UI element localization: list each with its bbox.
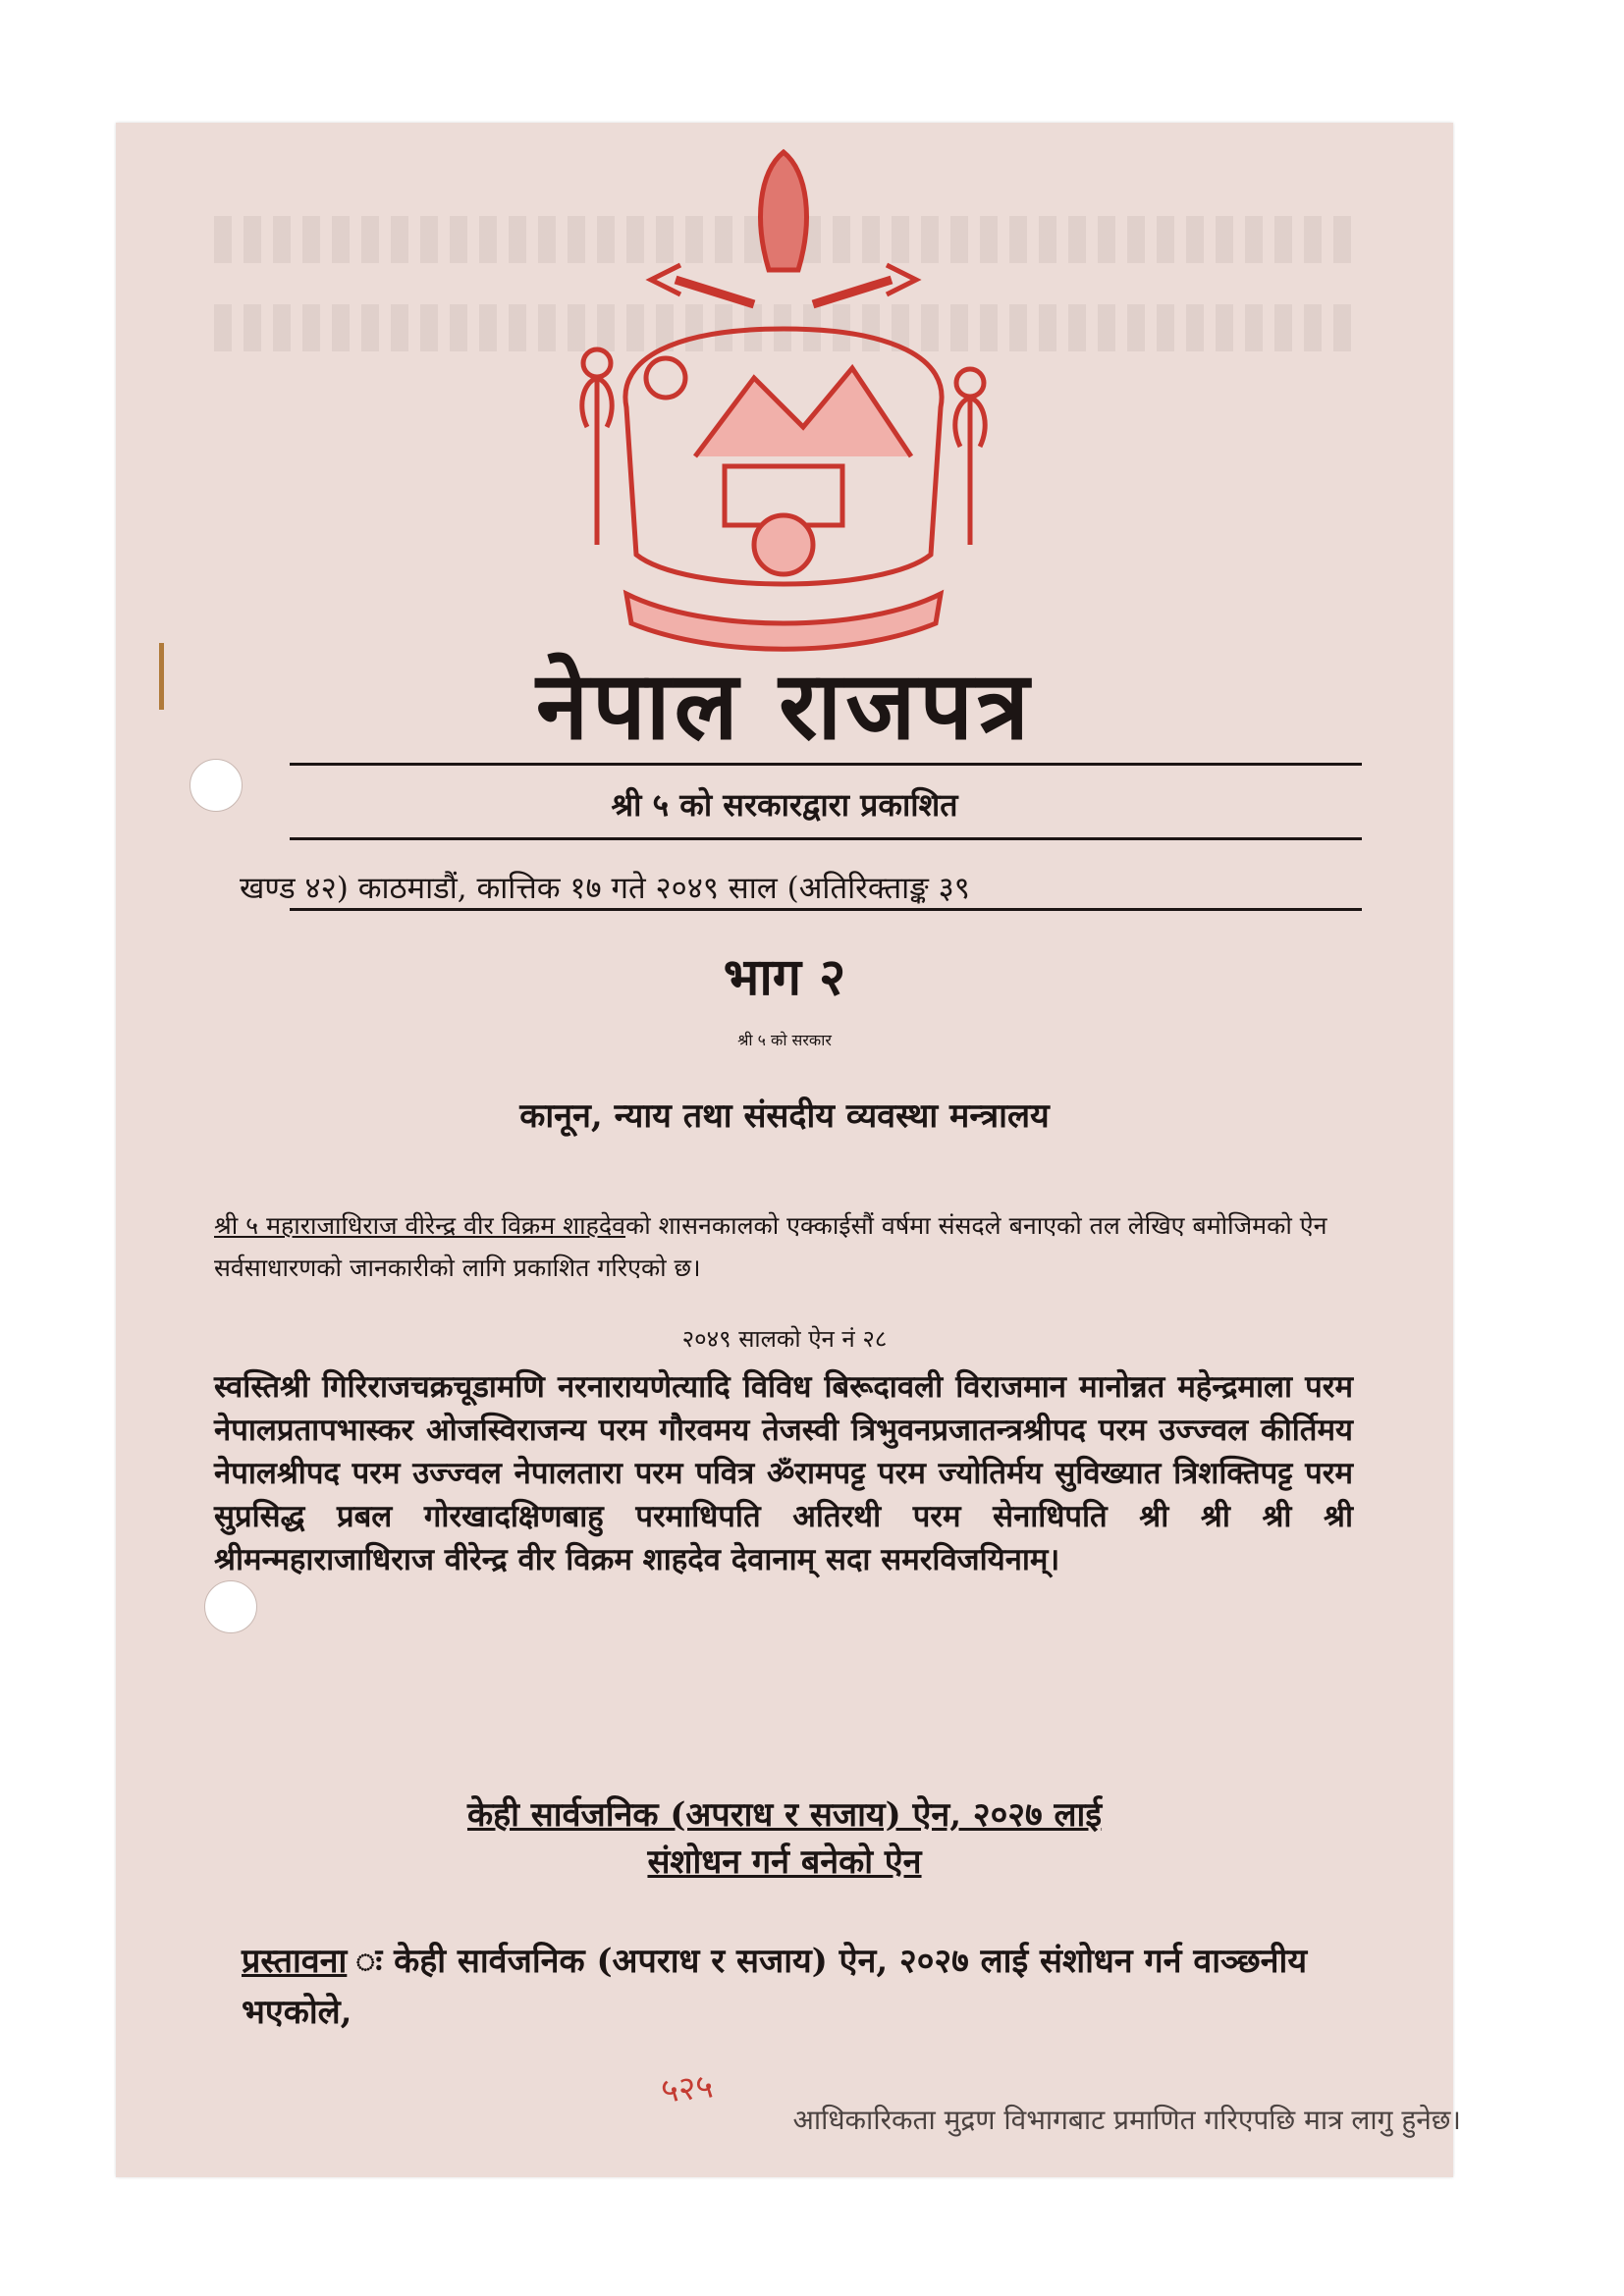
handwritten-page-number: ५२५ <box>659 2066 716 2111</box>
act-heading-line2: संशोधन गर्न बनेको ऐन <box>647 1842 922 1882</box>
preamble-text: को शासनकालको एक्काईसौं वर्षमा संसदले बनाएको तल लेखिए बमोजिमको ऐन सर्वसाधारणको जानकारीको लागि प्रकाशित गरिएको छ। <box>214 1211 1327 1282</box>
act-number: २०४९ सालको ऐन नं २८ <box>681 1325 888 1353</box>
punch-hole <box>204 1580 257 1633</box>
ministry-heading: कानून, न्याय तथा संसदीय व्यवस्था मन्त्रालय <box>519 1096 1050 1136</box>
act-heading-line1: केही सार्वजनिक (अपराध र सजाय) ऐन, २०२७ लाई <box>466 1795 1103 1835</box>
act-heading <box>116 1791 1453 1886</box>
prastavana-text: ः केही सार्वजनिक (अपराध र सजाय) ऐन, २०२७ लाई संशोधन गर्न वाञ्छनीय भएकोले, <box>242 1942 1308 2032</box>
gazette-subtitle: श्री ५ को सरकारद्वारा प्रकाशित <box>611 786 958 824</box>
government-line: श्री ५ को सरकार <box>737 1031 832 1049</box>
prastavana-paragraph <box>242 1936 1361 2038</box>
authenticity-footer: आधिकारिकता मुद्रण विभागबाट प्रमाणित गरिएपछि मात्र लागु हुनेछ। <box>792 2104 1461 2136</box>
nepal-emblem-icon <box>558 133 1009 672</box>
gazette-page <box>116 123 1461 2177</box>
divider <box>290 837 1362 840</box>
gazette-title: नेपाल राजपत्र <box>535 650 1034 761</box>
issue-line: खण्ड ४२) काठमाडौं, कात्तिक १७ गते २०४९ साल (अतिरिक्ताङ्क ३९ <box>240 871 970 906</box>
royal-titles-paragraph: स्वस्तिश्री गिरिराजचक्रचूडामणि नरनारायणेत्यादि विविध बिरूदावली विराजमान मानोन्नत महेन्द्रमाला परम नेपालप्रतापभास्कर ओजस्विराजन्य परम गौरवमय तेजस्वी त्रिभुवनप्रजातन्त्रश्रीपद परम उज्ज्वल कीर्तिमय नेपालश्रीपद परम उज्ज्वल नेपालतारा परम पवित्र ॐरामपट्ट परम ज्योतिर्मय सुविख्यात त्रिशक्तिपट्ट परम सुप्रसिद्ध प्रबल गोरखादक्षिणबाहु परमाधिपति अतिरथी परम सेनाधिपति श्री श्री श्री श्री श्रीमन्महाराजाधिराज वीरेन्द्र वीर विक्रम शाहदेव देवानाम् सदा समरविजयिनाम्। <box>214 1369 1353 1577</box>
divider <box>290 763 1362 766</box>
prastavana-label: प्रस्तावना <box>242 1942 348 1981</box>
part-heading: भाग २ <box>723 947 846 1007</box>
preamble-paragraph <box>214 1204 1353 1289</box>
preamble-king-name: श्री ५ महाराजाधिराज वीरेन्द्र वीर विक्रम शाहदेव <box>214 1211 626 1240</box>
divider <box>290 908 1362 911</box>
